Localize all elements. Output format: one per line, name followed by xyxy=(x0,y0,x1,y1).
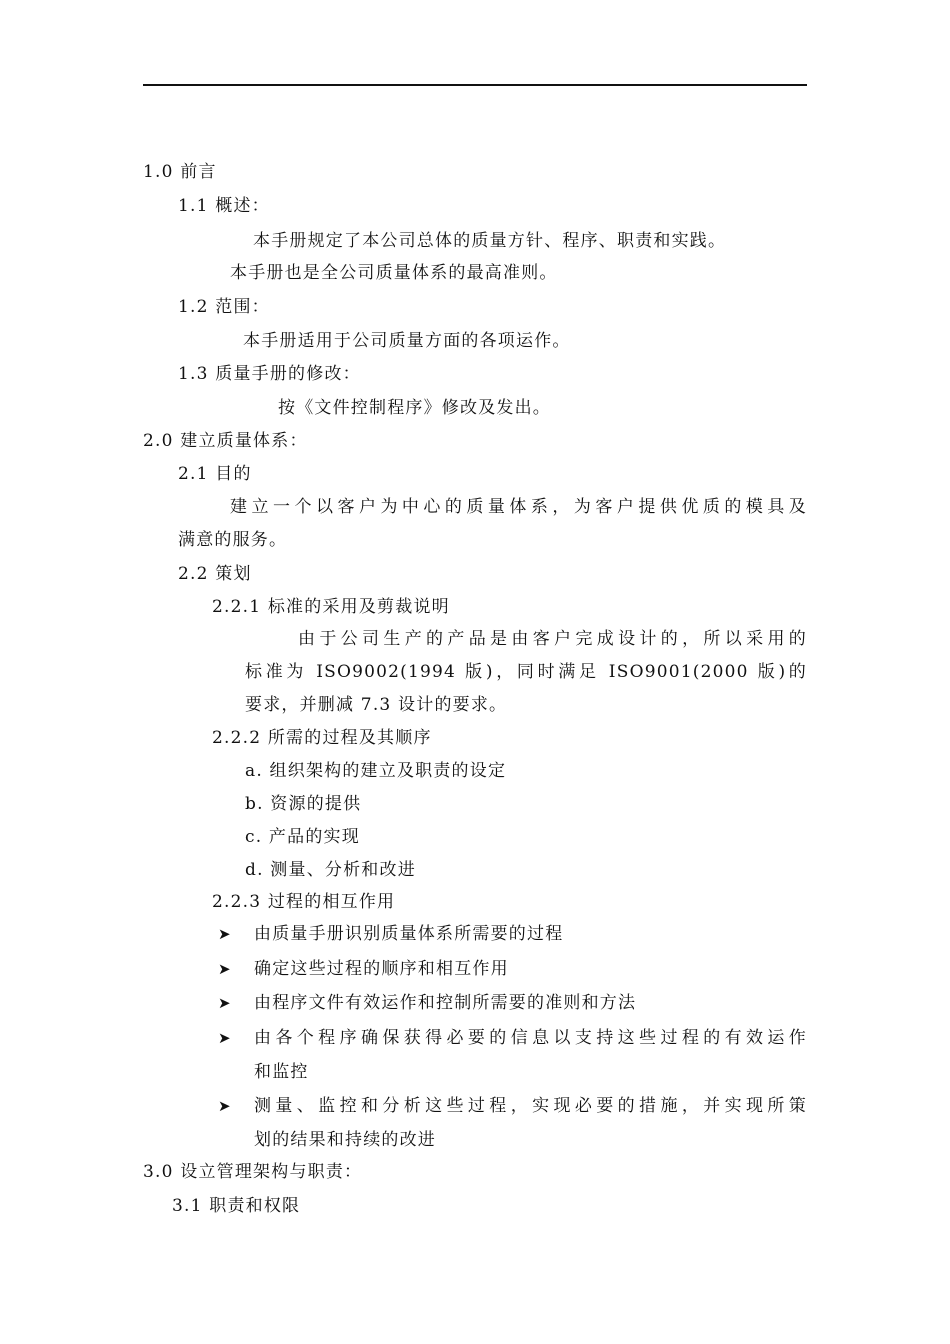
paragraph-line: 本手册也是全公司质量体系的最高准则。 xyxy=(230,263,558,283)
list-item: d. 测量、分析和改进 xyxy=(245,860,416,880)
section-heading-3-1: 3.1 职责和权限 xyxy=(172,1196,301,1216)
paragraph-line: 按《文件控制程序》修改及发出。 xyxy=(278,398,551,418)
list-item: c. 产品的实现 xyxy=(245,827,360,847)
paragraph-line: 标准为 ISO9002(1994 版)，同时满足 ISO9001(2000 版)的 xyxy=(245,662,807,682)
section-heading-2-2-3: 2.2.3 过程的相互作用 xyxy=(212,892,396,912)
bullet-item: 测量、监控和分析这些过程，实现必要的措施，并实现所策 xyxy=(254,1096,807,1116)
paragraph-line: 要求，并删减 7.3 设计的要求。 xyxy=(245,695,508,715)
section-heading-2-1: 2.1 目的 xyxy=(178,464,252,484)
arrow-bullet-icon: ➤ xyxy=(218,960,231,978)
bullet-item: 由质量手册识别质量体系所需要的过程 xyxy=(254,924,564,944)
arrow-bullet-icon: ➤ xyxy=(218,1097,231,1115)
section-heading-1-0: 1.0 前言 xyxy=(143,162,217,182)
bullet-item: 由程序文件有效运作和控制所需要的准则和方法 xyxy=(254,993,637,1013)
paragraph-line: 由于公司生产的产品是由客户完成设计的，所以采用的 xyxy=(298,629,807,649)
bullet-item-continuation: 划的结果和持续的改进 xyxy=(254,1130,436,1150)
section-heading-1-1: 1.1 概述： xyxy=(178,196,270,216)
arrow-bullet-icon: ➤ xyxy=(218,1029,231,1047)
bullet-item: 由各个程序确保获得必要的信息以支持这些过程的有效运作 xyxy=(254,1028,807,1048)
arrow-bullet-icon: ➤ xyxy=(218,994,231,1012)
section-heading-1-2: 1.2 范围： xyxy=(178,297,270,317)
section-heading-2-0: 2.0 建立质量体系： xyxy=(143,431,308,451)
section-heading-1-3: 1.3 质量手册的修改： xyxy=(178,364,361,384)
section-heading-2-2-1: 2.2.1 标准的采用及剪裁说明 xyxy=(212,597,450,617)
bullet-item: 确定这些过程的顺序和相互作用 xyxy=(254,959,509,979)
paragraph-line: 建立一个以客户为中心的质量体系，为客户提供优质的模具及 xyxy=(230,497,807,517)
paragraph-line: 满意的服务。 xyxy=(178,530,288,550)
list-item: a. 组织架构的建立及职责的设定 xyxy=(245,761,507,781)
bullet-item-continuation: 和监控 xyxy=(254,1062,309,1082)
arrow-bullet-icon: ➤ xyxy=(218,925,231,943)
section-heading-3-0: 3.0 设立管理架构与职责： xyxy=(143,1162,363,1182)
section-heading-2-2: 2.2 策划 xyxy=(178,564,252,584)
paragraph-line: 本手册适用于公司质量方面的各项运作。 xyxy=(243,331,571,351)
section-heading-2-2-2: 2.2.2 所需的过程及其顺序 xyxy=(212,728,432,748)
header-rule xyxy=(143,84,807,86)
paragraph-line: 本手册规定了本公司总体的质量方针、程序、职责和实践。 xyxy=(253,231,727,251)
list-item: b. 资源的提供 xyxy=(245,794,362,814)
